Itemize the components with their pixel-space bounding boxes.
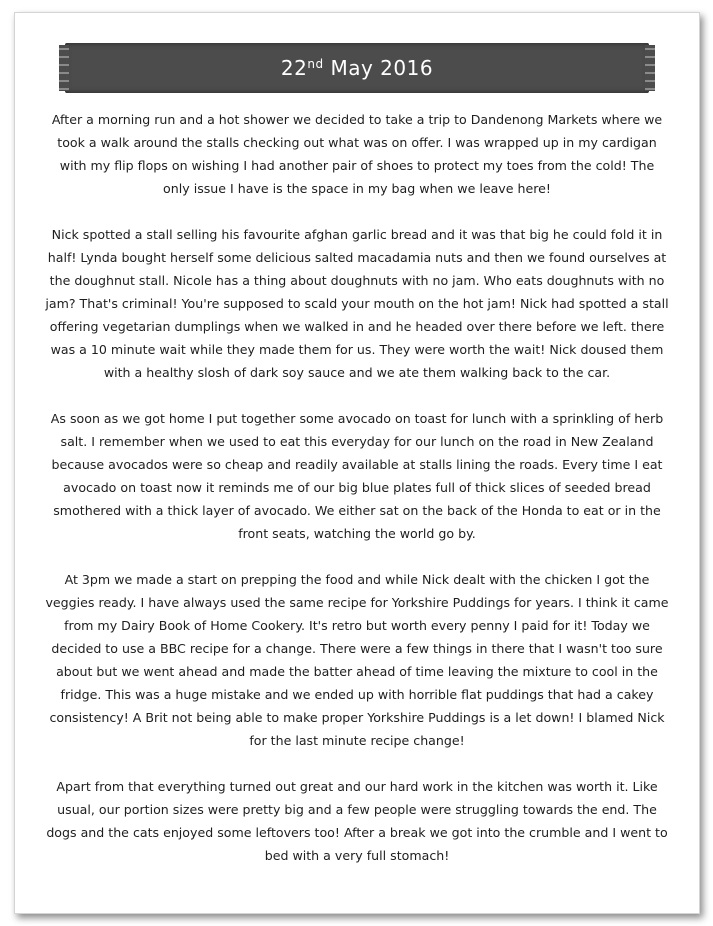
journal-page <box>14 12 700 914</box>
paragraph-lunch: As soon as we got home I put together some avocado on toast for lunch with a sprinkling of herb salt. I remember when we used to eat this everyday for our lunch on the road in New Zealand because avocados were so cheap and readily available at stalls lining the roads. Every time I eat avocado on toast now it reminds me of our big blue plates full of thick slices of seeded bread smothered with a thick layer of avocado. We either sat on the back of the Honda to eat or in the front seats, watching the world go by. <box>50 411 664 541</box>
title-month-year: May 2016 <box>323 56 434 80</box>
paragraph-cooking: At 3pm we made a start on prepping the food and while Nick dealt with the chicken I got the veggies ready. I have always used the same recipe for Yorkshire Puddings for years. I think it came from my Dairy Book of Home Cookery. It's retro but worth every penny I paid for it! Today we decided to use a BBC recipe for a change. There were a few things in there that I wasn't too sure about but we went ahead and made the batter ahead of time leaving the mixture to cool in the fridge. This was a huge mistake and we ended up with horrible flat puddings that had a cakey consistency! A Brit not being able to make proper Yorkshire Puddings is a let down! I blamed Nick for the last minute recipe change! <box>45 572 669 748</box>
page-title <box>65 43 649 93</box>
journal-body <box>45 108 669 890</box>
title-day-suffix: nd <box>307 57 324 71</box>
paragraph-dinner: Apart from that everything turned out great and our hard work in the kitchen was worth it. Like usual, our portion sizes were pretty big and a few people were struggling towards the end. The dogs and the cats enjoyed some leftovers too! After a break we got into the crumble and I went to bed with a very full stomach! <box>46 779 668 863</box>
paragraph-markets: After a morning run and a hot shower we decided to take a trip to Dandenong Markets where we took a walk around the stalls checking out what was on offer. I was wrapped up in my cardigan with my flip flops on wishing I had another pair of shoes to protect my toes from the cold! The only issue I have is the space in my bag when we leave here! <box>51 112 663 196</box>
date-banner <box>65 43 649 93</box>
paragraph-stalls: Nick spotted a stall selling his favourite afghan garlic bread and it was that big he could fold it in half! Lynda bought herself some delicious salted macadamia nuts and then we found ourselves at the doughnut stall. Nicole has a thing about doughnuts with no jam. Who eats doughnuts with no jam? That's criminal! You're supposed to scald your mouth on the hot jam! Nick had spotted a stall offering vegetarian dumplings when we walked in and he headed over there before we left. there was a 10 minute wait while they made them for us. They were worth the wait! Nick doused them with a healthy slosh of dark soy sauce and we ate them walking back to the car. <box>45 227 669 380</box>
title-day: 22 <box>280 56 308 80</box>
